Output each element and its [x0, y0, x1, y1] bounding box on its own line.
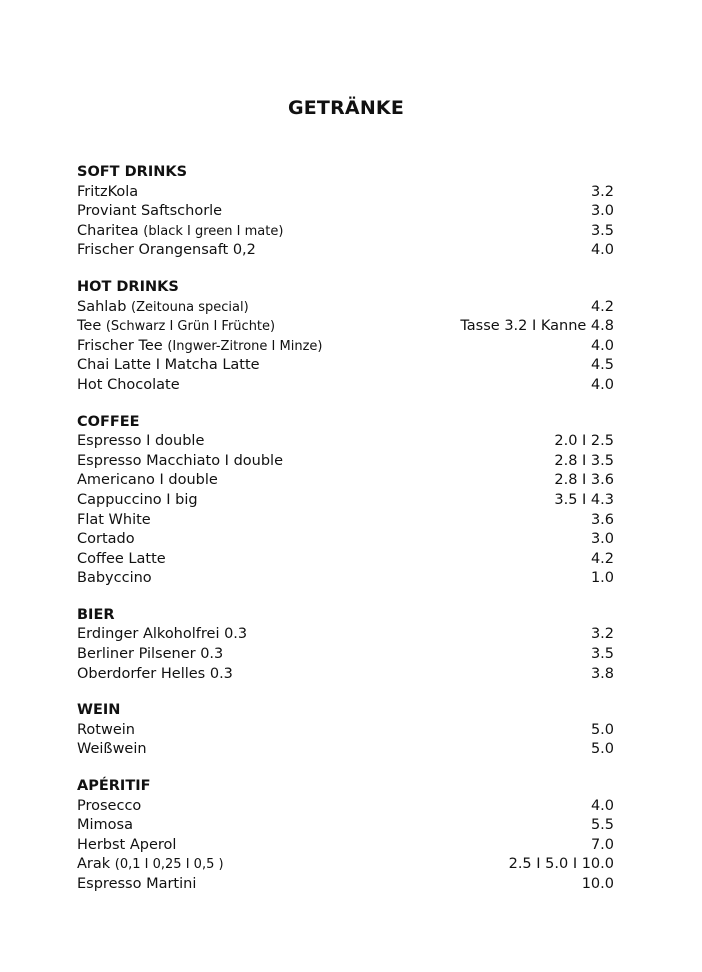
- item-price: 3.0: [590, 203, 614, 220]
- menu-item: [77, 645, 614, 665]
- item-name: Arak: [77, 856, 115, 873]
- item-name: Cortado: [77, 531, 135, 548]
- item-price: 3.0: [590, 531, 614, 548]
- menu-list: [77, 163, 614, 912]
- menu-item: [77, 202, 614, 222]
- menu-item: [77, 471, 614, 491]
- item-price: 5.5: [590, 817, 614, 834]
- item-name-group: [77, 202, 222, 222]
- item-name: Americano I double: [77, 472, 218, 489]
- item-note: (Zeitouna special): [131, 299, 249, 315]
- item-price: 1.0: [590, 570, 614, 587]
- menu-item: [77, 665, 614, 685]
- menu-item: [77, 816, 614, 836]
- item-name: Chai Latte I Matcha Latte: [77, 357, 260, 374]
- item-name: Espresso Martini: [77, 876, 197, 892]
- item-name: Flat White: [77, 511, 151, 528]
- item-note: (Schwarz I Grün I Früchte): [105, 319, 276, 335]
- item-price: 4.5: [590, 357, 614, 374]
- menu-item: [77, 241, 614, 261]
- item-name-group: [77, 241, 256, 261]
- item-price: 2.8 I 3.5: [554, 452, 614, 469]
- menu-item: [77, 491, 614, 511]
- item-name: Rotwein: [77, 721, 135, 738]
- menu-item: [77, 836, 614, 856]
- menu-item: [77, 183, 614, 203]
- item-name: Tee: [77, 318, 106, 335]
- item-name-group: [77, 816, 133, 836]
- item-name-group: [77, 298, 249, 318]
- item-name: Sahlab: [77, 298, 132, 315]
- item-name-group: [77, 665, 233, 685]
- menu-item: [77, 452, 614, 472]
- item-price: 4.2: [590, 550, 614, 567]
- menu-item: [77, 797, 614, 817]
- item-name-group: [77, 452, 283, 472]
- item-name-group: [77, 183, 138, 203]
- item-note: (black I green I mate): [143, 223, 284, 239]
- section-title: BIER: [77, 606, 115, 623]
- item-name-group: [77, 530, 135, 550]
- menu-section: [77, 701, 614, 760]
- item-name: Erdinger Alkoholfrei 0.3: [77, 626, 248, 643]
- item-name-group: [77, 645, 223, 665]
- menu-section: [77, 777, 614, 895]
- page-title: GETRÄNKE: [287, 97, 405, 119]
- item-note: (0,1 I 0,25 I 0,5 ): [114, 857, 224, 873]
- item-name-group: [77, 471, 218, 491]
- menu-item: [77, 317, 614, 337]
- menu-item: [77, 625, 614, 645]
- item-name-group: [77, 491, 198, 511]
- item-price: 2.8 I 3.6: [554, 472, 614, 489]
- item-name-group: [77, 432, 204, 452]
- menu-item: [77, 569, 614, 589]
- section-title: COFFEE: [77, 413, 140, 430]
- item-name-group: [77, 855, 224, 875]
- item-price: Tasse 3.2 I Kanne 4.8: [460, 318, 614, 335]
- menu-item: [77, 432, 614, 452]
- item-price: 4.0: [590, 376, 614, 393]
- item-name: Herbst Aperol: [77, 836, 177, 853]
- item-note: (Ingwer-Zitrone I Minze): [167, 338, 323, 354]
- item-name-group: [77, 875, 196, 895]
- menu-item: [77, 530, 614, 550]
- item-price: 3.5: [590, 222, 614, 239]
- item-name: Oberdorfer Helles 0.3: [77, 665, 233, 682]
- item-name: Espresso I double: [77, 433, 205, 450]
- item-name: Cappuccino I big: [77, 491, 198, 508]
- menu-section: [77, 606, 614, 684]
- item-name: Charitea: [77, 222, 144, 239]
- menu-item: [77, 550, 614, 570]
- menu-item: [77, 875, 614, 895]
- item-name: Weißwein: [77, 741, 147, 758]
- menu-item: [77, 740, 614, 760]
- item-name-group: [77, 797, 141, 817]
- section-title: APÉRITIF: [77, 778, 151, 795]
- item-price: 2.5 I 5.0 I 10.0: [508, 856, 614, 873]
- section-title: SOFT DRINKS: [77, 164, 188, 180]
- item-name-group: [77, 836, 176, 856]
- menu-item: [77, 337, 614, 357]
- item-name: Prosecco: [77, 797, 142, 814]
- item-price: 3.5: [590, 646, 614, 663]
- item-name-group: [77, 356, 260, 376]
- section-title: WEIN: [77, 702, 121, 719]
- item-name-group: [77, 511, 151, 531]
- item-price: 2.0 I 2.5: [554, 433, 614, 450]
- item-price: 3.2: [590, 626, 614, 643]
- item-price: 4.0: [590, 337, 614, 354]
- menu-section: [77, 413, 614, 589]
- menu-item: [77, 855, 614, 875]
- item-price: 3.2: [590, 183, 614, 200]
- item-name-group: [77, 550, 166, 570]
- item-price: 3.5 I 4.3: [554, 491, 614, 508]
- item-price: 4.0: [590, 797, 614, 814]
- item-name: Proviant Saftschorle: [77, 203, 223, 220]
- item-name: Frischer Orangensaft 0,2: [77, 242, 256, 259]
- menu-item: [77, 356, 614, 376]
- menu-item: [77, 511, 614, 531]
- item-price: 4.2: [590, 298, 614, 315]
- item-price: 5.0: [590, 741, 614, 758]
- menu-item: [77, 376, 614, 396]
- item-name: Coffee Latte: [77, 550, 166, 567]
- item-name: Berliner Pilsener 0.3: [77, 646, 224, 663]
- menu-section: [77, 278, 614, 396]
- section-title: HOT DRINKS: [77, 278, 179, 295]
- item-name-group: [77, 337, 322, 357]
- menu-item: [77, 222, 614, 242]
- item-name: FritzKola: [77, 183, 139, 200]
- item-name-group: [77, 376, 180, 396]
- menu-item: [77, 721, 614, 741]
- item-price: 3.8: [590, 665, 614, 682]
- item-name-group: [77, 740, 147, 760]
- item-price: 7.0: [590, 836, 614, 853]
- item-price: 3.6: [590, 511, 614, 528]
- item-name-group: [77, 625, 247, 645]
- item-price: 4.0: [590, 242, 614, 259]
- menu-item: [77, 298, 614, 318]
- item-name: Frischer Tee: [77, 337, 168, 354]
- item-name: Babyccino: [77, 570, 152, 587]
- menu-section: [77, 163, 614, 261]
- item-name-group: [77, 317, 275, 337]
- item-name: Hot Chocolate: [77, 376, 180, 393]
- item-price: 5.0: [590, 721, 614, 738]
- item-name-group: [77, 569, 152, 589]
- item-price: 10.0: [581, 876, 614, 892]
- item-name: Mimosa: [77, 817, 133, 834]
- item-name-group: [77, 721, 135, 741]
- item-name: Espresso Macchiato I double: [77, 452, 283, 469]
- item-name-group: [77, 222, 283, 242]
